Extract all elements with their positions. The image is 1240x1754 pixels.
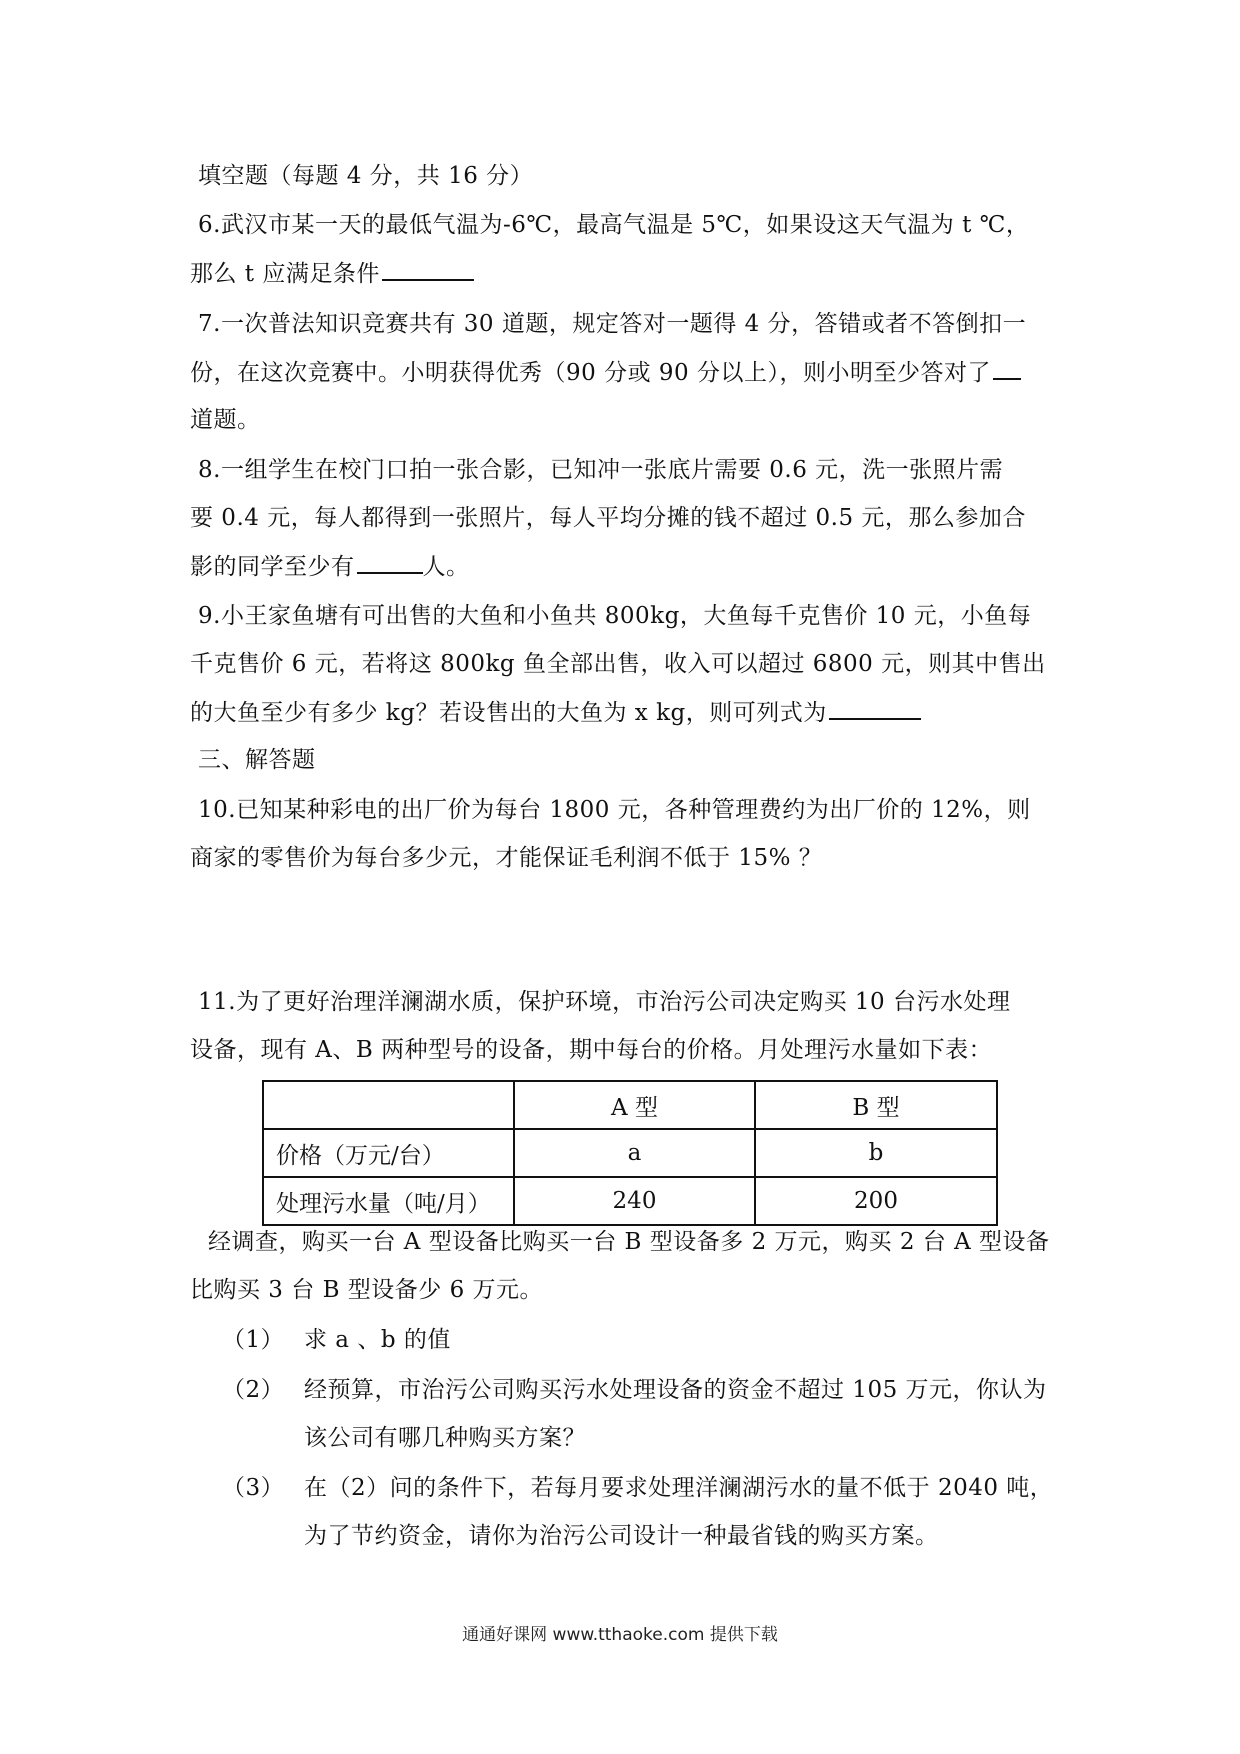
q7-line1: 7.一次普法知识竞赛共有 30 道题，规定答对一题得 4 分，答错或者不答倒扣一: [198, 311, 1027, 337]
q10-line1: 10.已知某种彩电的出厂价为每台 1800 元，各种管理费约为出厂价的 12%，则: [198, 797, 1031, 823]
q11-after2: 比购买 3 台 B 型设备少 6 万元。: [190, 1277, 544, 1303]
q11-sub3-line1: [222, 1470, 1102, 1506]
q11-sub2-line2: 该公司有哪几种购买方案？: [304, 1425, 586, 1451]
table-cell: 200: [755, 1177, 997, 1225]
sub-question-label: （1）: [222, 1327, 285, 1353]
q9-line3: [190, 694, 1070, 731]
q7-line2-text: 份，在这次竞赛中。小明获得优秀（90 分或 90 分以上），则小明至少答对了: [190, 360, 991, 386]
q6-answer-blank: [382, 255, 474, 281]
q6-line1: 6.武汉市某一天的最低气温为-6℃，最高气温是 5℃，如果设这天气温为 t ℃，: [198, 212, 1030, 238]
q11-after1: 经调查，购买一台 A 型设备比购买一台 B 型设备多 2 万元，购买 2 台 A 型设备: [208, 1229, 1050, 1255]
sub-question-text: 经预算，市治污公司购买污水处理设备的资金不超过 105 万元，你认为: [304, 1377, 1047, 1403]
q10-line2: 商家的零售价为每台多少元，才能保证毛利润不低于 15% ？: [190, 845, 823, 871]
q11-sub3-line2: 为了节约资金，请你为治污公司设计一种最省钱的购买方案。: [304, 1523, 939, 1549]
sub-question-label: （2）: [222, 1377, 285, 1403]
table-cell: b: [755, 1129, 997, 1177]
sub-question-label: （3）: [222, 1475, 285, 1501]
q7-answer-blank: [993, 354, 1021, 380]
q9-line3-text: 的大鱼至少有多少 kg？若设售出的大鱼为 x kg，则可列式为: [190, 700, 827, 726]
q8-line3-text-b: 人。: [422, 554, 470, 580]
table-cell: 处理污水量（吨/月）: [263, 1177, 514, 1225]
sub-question-text: 在（2）问的条件下，若每月要求处理洋澜湖污水的量不低于 2040 吨，: [304, 1475, 1054, 1501]
q7-line3: 道题。: [190, 407, 261, 433]
q9-answer-blank: [829, 694, 921, 720]
page-footer: 通通好课网 www.tthaoke.com 提供下载: [462, 1625, 778, 1645]
q7-line2: [190, 354, 1070, 391]
table-cell: 240: [514, 1177, 755, 1225]
table-header-cell: B 型: [755, 1081, 997, 1129]
table-cell: a: [514, 1129, 755, 1177]
q8-line1: 8.一组学生在校门口拍一张合影，已知冲一张底片需要 0.6 元，洗一张照片需: [198, 457, 1004, 483]
q9-line2: 千克售价 6 元，若将这 800kg 鱼全部出售，收入可以超过 6800 元，则其中售出: [190, 651, 1046, 677]
table-header-row: [263, 1081, 997, 1129]
section-fill-heading: 填空题（每题 4 分，共 16 分）: [198, 163, 534, 189]
table-row: [263, 1177, 997, 1225]
equipment-table: [262, 1080, 998, 1226]
q11-sub2-line1: [222, 1372, 1102, 1408]
q8-line3: [190, 548, 1070, 585]
q8-answer-blank: [357, 548, 423, 574]
table-cell: 价格（万元/台）: [263, 1129, 514, 1177]
q6-line2-text: 那么 t 应满足条件: [190, 261, 380, 287]
section-solve-heading: 三、解答题: [198, 747, 316, 773]
q11-sub1: [222, 1322, 1102, 1358]
table-row: [263, 1129, 997, 1177]
sub-question-text: 求 a 、b 的值: [304, 1327, 451, 1353]
q9-line1: 9.小王家鱼塘有可出售的大鱼和小鱼共 800kg，大鱼每千克售价 10 元，小鱼每: [198, 603, 1032, 629]
table-header-cell: [263, 1081, 514, 1129]
q11-line2: 设备，现有 A、B 两种型号的设备，期中每台的价格。月处理污水量如下表：: [190, 1037, 993, 1063]
q6-line2: [190, 255, 1070, 292]
table-header-cell: A 型: [514, 1081, 755, 1129]
q8-line3-text-a: 影的同学至少有: [190, 554, 355, 580]
q11-line1: 11.为了更好治理洋澜湖水质，保护环境，市治污公司决定购买 10 台污水处理: [198, 989, 1011, 1015]
q8-line2: 要 0.4 元，每人都得到一张照片，每人平均分摊的钱不超过 0.5 元，那么参加合: [190, 505, 1026, 531]
